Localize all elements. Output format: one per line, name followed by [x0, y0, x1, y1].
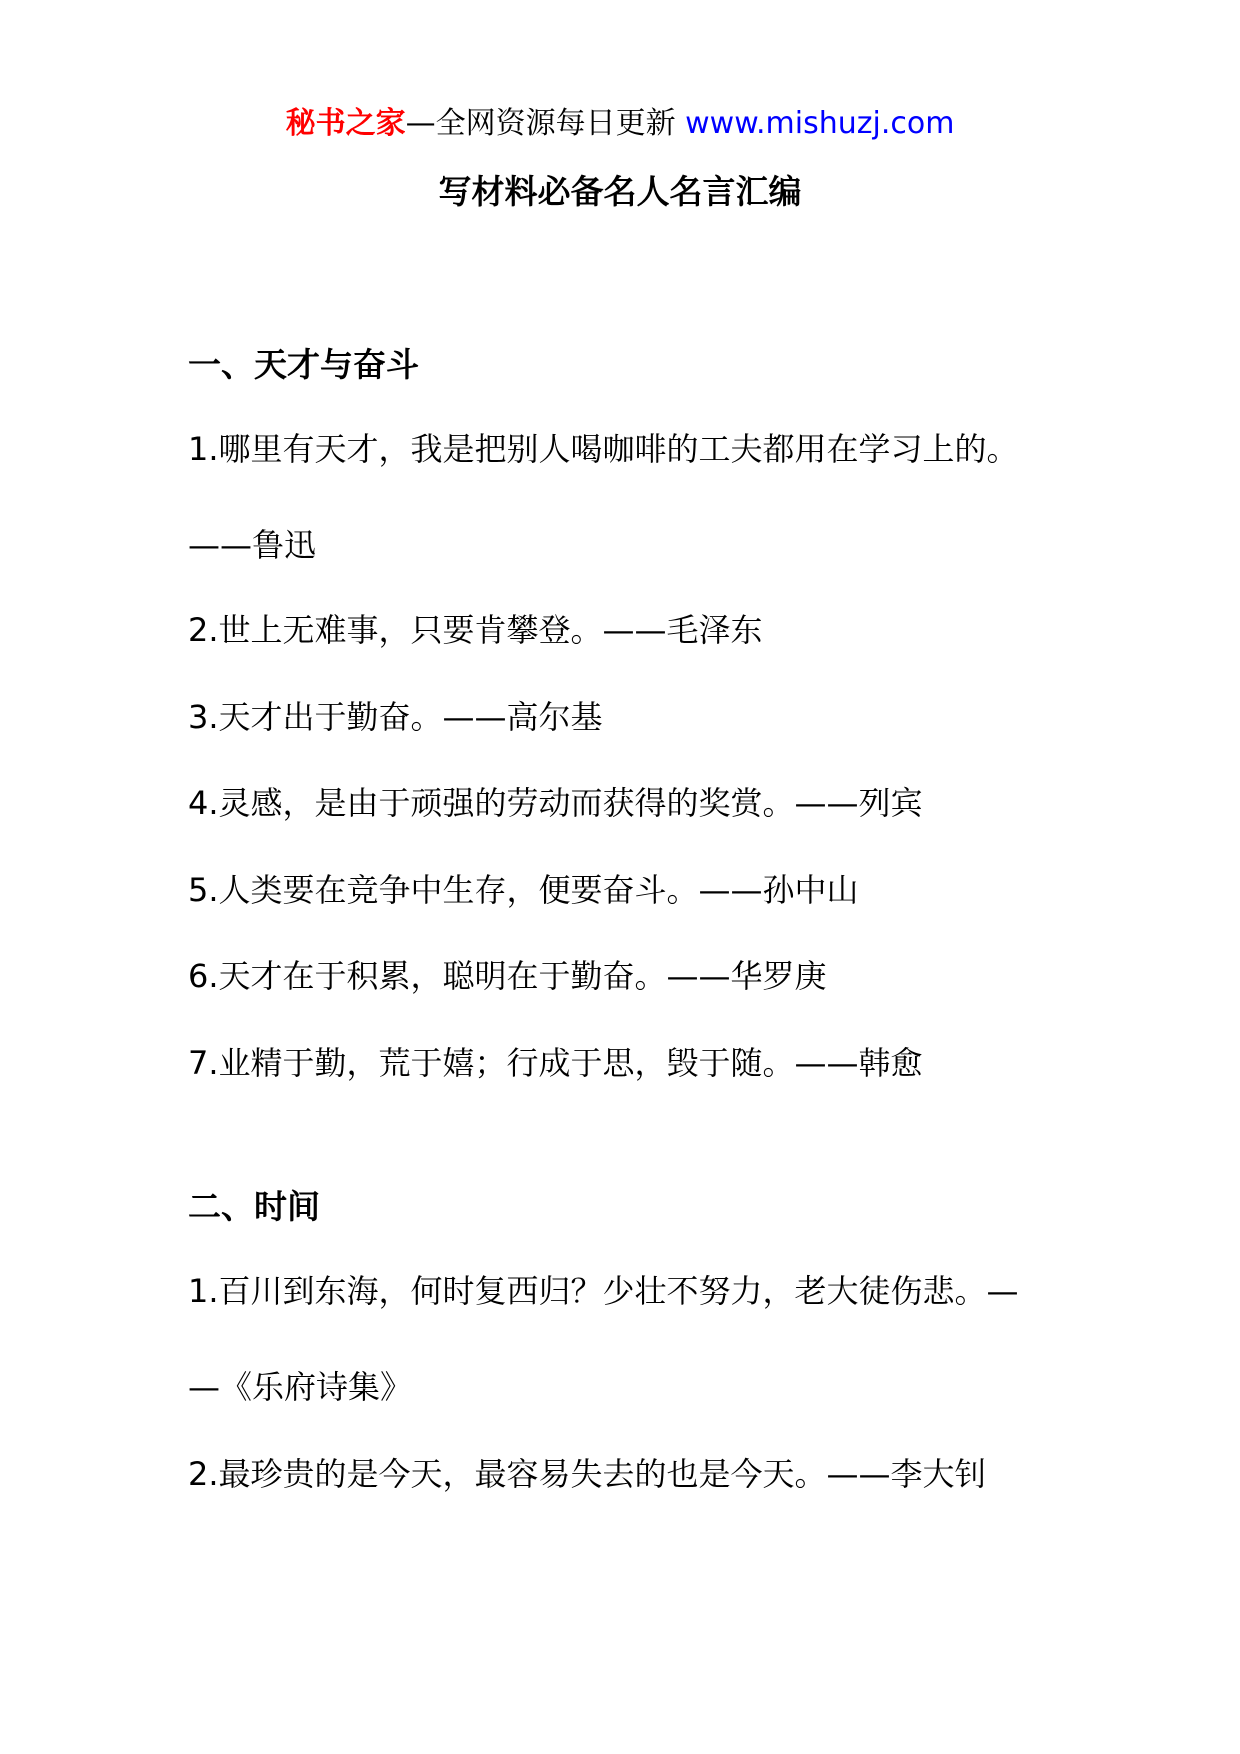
- quote-line: 1.百川到东海，何时复西归？少壮不努力，老大徒伤悲。—: [188, 1272, 1019, 1310]
- quote-line: 5.人类要在竞争中生存，便要奋斗。——孙中山: [188, 871, 859, 909]
- quote-line: 3.天才出于勤奋。——高尔基: [188, 698, 603, 736]
- quote-line: 2.最珍贵的是今天，最容易失去的也是今天。——李大钊: [188, 1455, 987, 1493]
- section-heading-time: 二、时间: [188, 1187, 320, 1226]
- document-title: 写材料必备名人名言汇编: [438, 172, 802, 211]
- quote-line: 2.世上无难事，只要肯攀登。——毛泽东: [188, 611, 763, 649]
- section-heading-genius: 一、天才与奋斗: [188, 345, 419, 384]
- quote-attribution: ——鲁迅: [188, 526, 317, 564]
- quote-line: 1.哪里有天才，我是把别人喝咖啡的工夫都用在学习上的。: [188, 430, 1019, 468]
- site-brand: 秘书之家: [285, 106, 406, 141]
- site-header: [0, 104, 1240, 144]
- site-url-link[interactable]: www.mishuzj.com: [685, 106, 955, 141]
- quote-line: 6.天才在于积累，聪明在于勤奋。——华罗庚: [188, 957, 827, 995]
- quote-line: 7.业精于勤，荒于嬉；行成于思，毁于随。——韩愈: [188, 1044, 923, 1082]
- quote-line: 4.灵感，是由于顽强的劳动而获得的奖赏。——列宾: [188, 784, 923, 822]
- site-tagline: —全网资源每日更新: [405, 106, 686, 141]
- quote-attribution: —《乐府诗集》: [188, 1368, 413, 1406]
